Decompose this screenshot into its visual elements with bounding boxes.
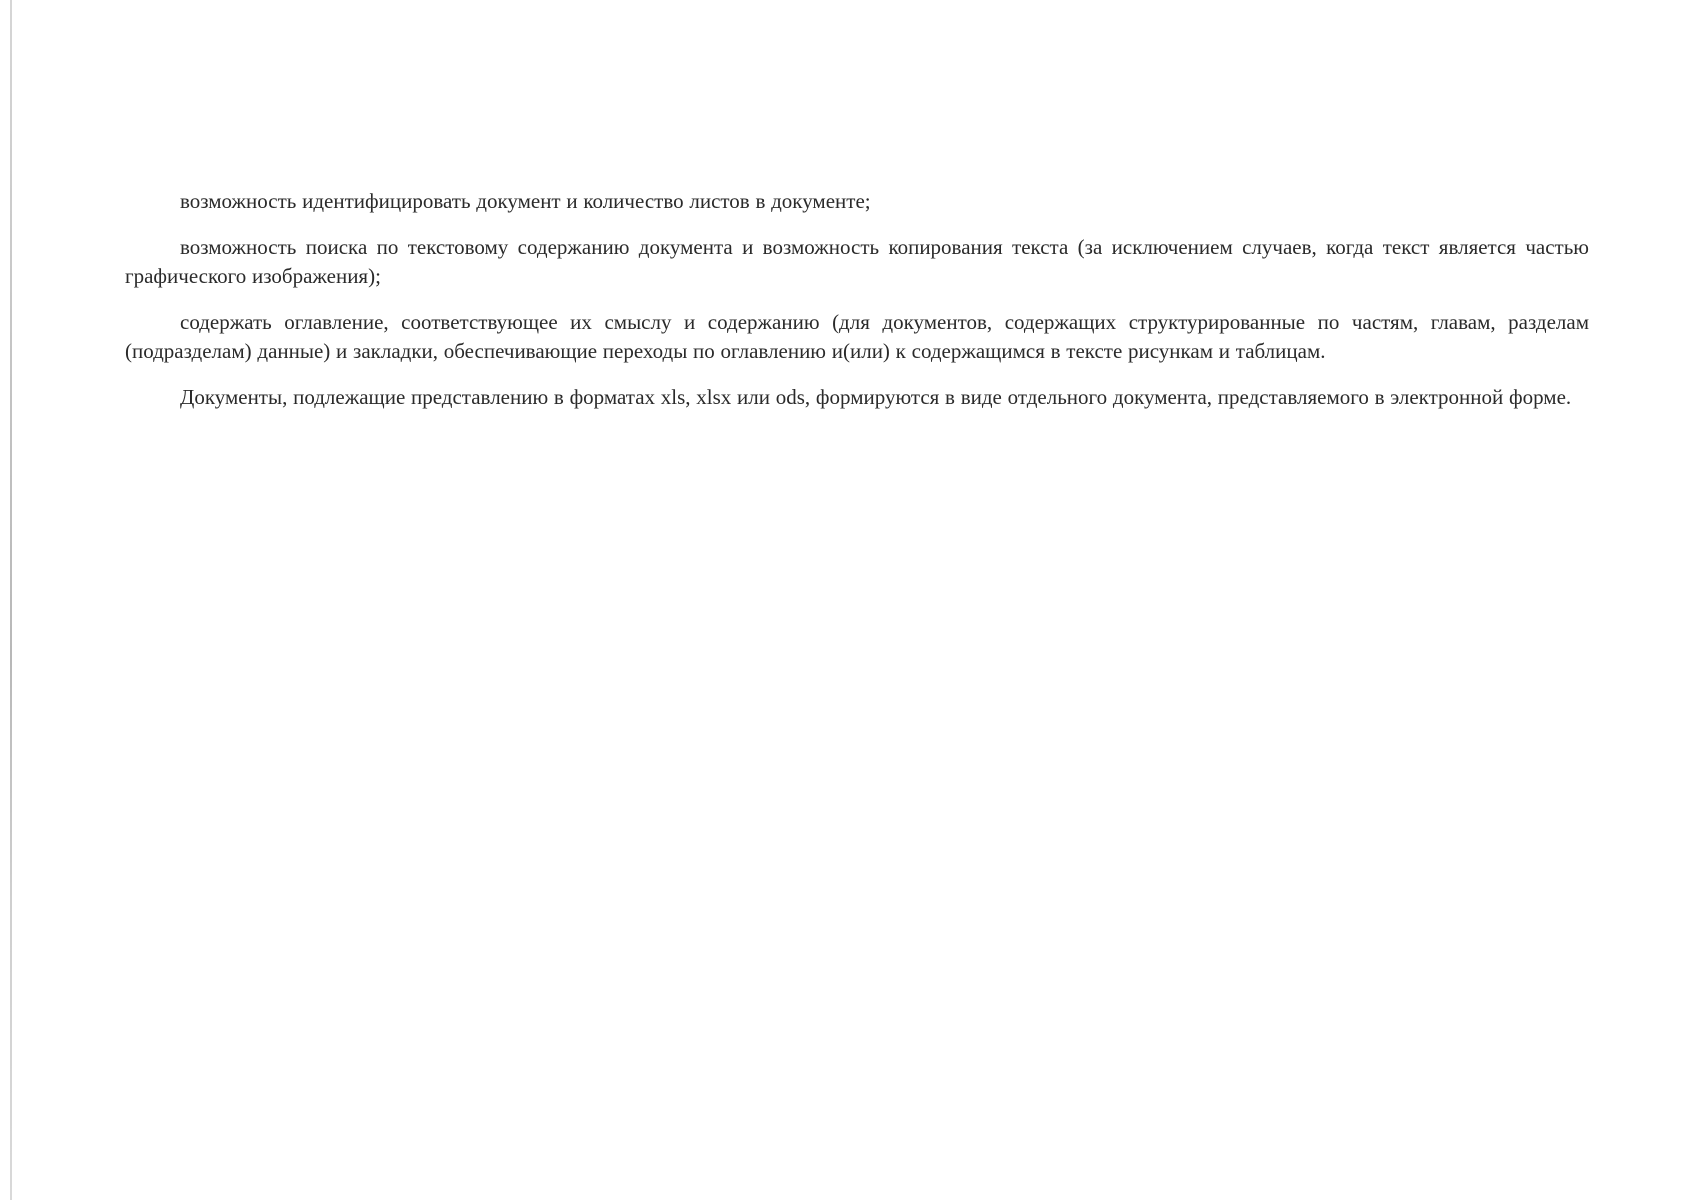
paragraph-identification: возможность идентифицировать документ и количество листов в документе; <box>180 189 871 213</box>
scan-edge-line <box>10 0 12 1200</box>
paragraph-text-search: возможность поиска по текстовому содержанию документа и возможность копирования текста (за исключением случаев, когда текст является частью графического изображения); <box>125 235 1589 288</box>
document-body <box>125 187 1589 429</box>
paragraph-table-of-contents: содержать оглавление, соответствующее их смыслу и содержанию (для документов, содержащих структурированные по частям, главам, разделам (подразделам) данные) и закладки, обеспечивающие переходы по оглавлению и(или) к содержащимся в тексте рисункам и таблицам. <box>125 310 1589 363</box>
paragraph-spreadsheet-formats: Документы, подлежащие представлению в форматах xls, xlsx или ods, формируются в виде отдельного документа, представляемого в электронной форме. <box>180 385 1572 409</box>
